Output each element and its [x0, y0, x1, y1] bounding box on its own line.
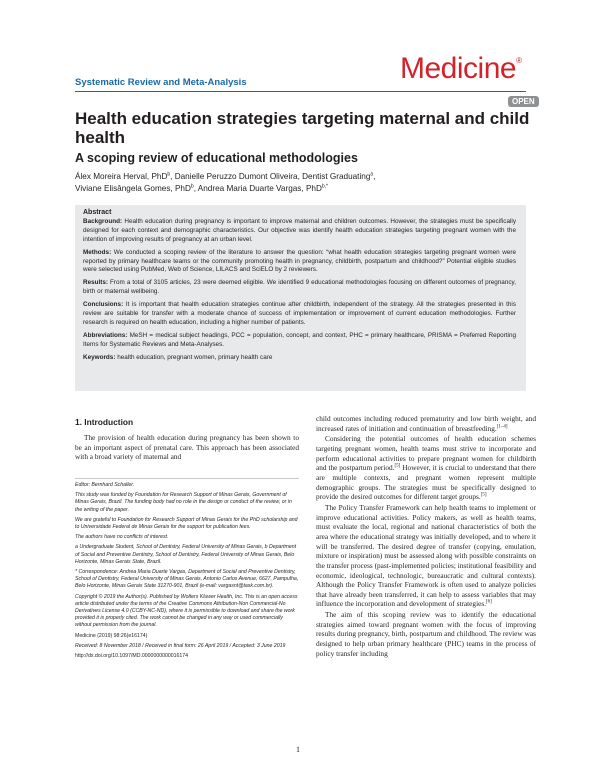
abstract-text: It is important that health education strategies continue after childbirth, independent of the strategy. All the strategies presented in this review are suitable for transfer with a moderate chance of success of implementation or improvement of current education methodologies. Further research is required on health education, including a higher number of patients.: [83, 301, 516, 326]
affiliation-sup: b: [167, 171, 171, 178]
citation-ref[interactable]: [6]: [486, 600, 492, 606]
paragraph: [316, 434, 536, 502]
abstract-label: Abbreviations:: [83, 331, 128, 339]
article-subtitle: A scoping review of educational methodologies: [75, 151, 358, 165]
introduction-heading: 1. Introduction: [75, 417, 134, 427]
abstract-content: [83, 209, 516, 367]
abstract-abbreviations: [83, 332, 516, 350]
footnote-acknowledgment: We are grateful to Foundation for Research Support of Minas Gerais for the PhD scholarship and to Universidade Federal de Minas Gerais for the support for publication fees.: [75, 516, 298, 531]
journal-logo-text: Medicine: [400, 52, 517, 85]
footnote-affiliations: a Undergraduate Student, School of Dentistry, Federal University of Minas Gerais, b Department of Social and Preventive Dentistry, School of Dentistry, Federal University of Minas Gerais, Belo Horizonte, Minas Gerais State, Brazil.: [75, 544, 297, 565]
registered-mark: ®: [516, 56, 522, 65]
abstract-results: [83, 279, 516, 297]
abstract-heading: Abstract: [83, 209, 112, 216]
paragraph-text: child outcomes including reduced prematurity and low birth weight, and increased rates of initiation and continuation of breastfeeding.: [316, 414, 536, 433]
doi-link[interactable]: http://dx.doi.org/10.1097/MD.0000000000016174: [75, 653, 189, 660]
abstract-box: [75, 205, 526, 391]
abstract-text: From a total of 3105 articles, 23 were deemed eligible. We identified 9 educational methodologies focusing on different outcomes of pregnancy, birth or maternal wellbeing.: [83, 279, 516, 296]
abstract-text: We conducted a scoping review of the literature to answer the question: “what health education strategies targeting pregnant women were reported by primary healthcare teams or the community promoting health in pregnancy, childbirth, postpartum and childhood?” Potential eligible studies were selected using PubMed, Web of Science, LILACS and SciELO by 2 reviewers.: [83, 248, 516, 274]
abstract-keywords: [83, 354, 516, 363]
introduction-body: [75, 433, 299, 462]
footnote-funding: This study was funded by Foundation for Research Support of Minas Gerais, Government of Minas Gerais, Brazil. The funding body had no role in the design or conduct of the review, or in the writing of the paper.: [75, 492, 292, 513]
section-label: Systematic Review and Meta-Analysis: [75, 77, 247, 88]
paragraph: [316, 503, 536, 609]
abstract-text: Health education during pregnancy is important to improve maternal and children outcomes. However, the strategies must be specifically designed for each context and demographic characteristics. Our objective was identify health education strategies targeting pregnant women with the intention of improving results of pregnancy at an urban level.: [83, 217, 516, 243]
citation-ref[interactable]: [5]: [480, 492, 487, 498]
author-oliveira: , Danielle Peruzzo Dumont Oliveira, Dentist Graduating: [170, 172, 371, 181]
abstract-conclusions: [83, 301, 516, 328]
open-access-badge: OPEN: [508, 96, 539, 107]
abstract-label: Results:: [83, 279, 109, 287]
abstract-label: Methods:: [83, 248, 112, 256]
paragraph-text: Considering the potential outcomes of health education schemes targeting pregnant women, health teams must strive to incorporate and perform educational activities to prepare pregnant women for childbirth and the postpartum period.: [316, 434, 536, 473]
author-list: Álex Moreira Herval, PhD$^b$, Danielle Peruzzo Dumont Oliveira, Dentist Graduating$^a$, Viviane Elisângela Gomes, PhD$^b$, Andrea Maria Duarte Vargas, PhD$^{b,*}$: [75, 171, 376, 193]
abstract-label: Background:: [83, 217, 123, 225]
right-column: [316, 414, 536, 659]
abstract-label: Conclusions:: [83, 301, 124, 309]
paragraph-text: The Policy Transfer Framework can help health teams to implement or improve educational activities. Policy makers, as well as health teams, must evaluate the local, regional and national characteristics of both the area where the educational strategy was initially developed, and to where it will be transferred. The desired degree of transfer (copying, emulation, mixture or inspiration) must be assessed along with possible constraints on the transfer process (past-implemented policies; institutional feasibility and economic, ideological, technologic, bureaucratic and cultural contexts). Although the Policy Transfer Framework is often used to analyze policies that have already been transferred, it can help to assess variables that may influence the incorporation and development of strategies.: [316, 502, 536, 609]
article-title: Health education strategies targeting maternal and child health: [75, 109, 530, 147]
author-gomes: Viviane Elisângela Gomes, PhD: [75, 184, 191, 193]
paragraph: [316, 414, 536, 433]
footnote-correspondence: * Correspondence: Andrea Maria Duarte Vargas, Department of Social and Preventive Dentistry, School of Dentistry, Federal University of Minas Gerais, Antonio Carlos Avenue, 6627, Pampulha, Belo Horizonte, Minas Gerais State 31270-901, Brazil (e-mail: vargasnt@task.com.br).: [75, 569, 299, 590]
paragraph: The provision of health education during pregnancy has been shown to be an important aspect of prenatal care. This approach has been associated with a broad variety of maternal and: [75, 433, 299, 462]
abstract-text: health education, pregnant women, primary health care: [115, 353, 273, 361]
footnote-citation: Medicine (2019) 98:26(e16174): [75, 632, 148, 639]
citation-ref[interactable]: [1–4]: [496, 424, 508, 430]
paragraph-text: However, it is crucial to understand that there are multiple contexts, and pregnant women represent multiple demographic groups. The strategies must be specifically designed to provide the desired outcomes for different target groups.: [316, 463, 536, 502]
author-herval: Álex Moreira Herval, PhD: [75, 172, 168, 181]
affiliation-sup: b,*: [321, 183, 328, 190]
paragraph: [316, 610, 536, 658]
affiliation-sup: a: [370, 171, 374, 178]
author-vargas: , Andrea Maria Duarte Vargas, PhD: [193, 184, 322, 193]
abstract-text: MeSH = medical subject headings, PCC = population, concept, and context, PHC = primary healthcare, PRISMA = Preferred Reporting Items for Systematic Reviews and Meta-Analyses.: [83, 331, 516, 348]
header-divider: [75, 91, 526, 92]
affiliation-sup: b: [190, 183, 194, 190]
page-number: 1: [296, 745, 300, 754]
citation-ref[interactable]: [5]: [394, 463, 401, 469]
footnote-editor: Editor: Bernhard Schaller.: [75, 482, 135, 488]
footnote-divider: [75, 478, 299, 479]
journal-logo: [400, 52, 521, 86]
footnote-dates: Received: 8 November 2018 / Received in final form: 26 April 2019 / Accepted: 3 June 2019: [75, 642, 286, 649]
abstract-label: Keywords:: [83, 353, 116, 361]
abstract-methods: [83, 249, 516, 276]
footnotes: [75, 482, 299, 663]
footnote-conflicts: The authors have no conflicts of interest.: [75, 534, 169, 541]
paragraph-text: The aim of this scoping review was to identify the educational strategies aimed toward pregnant women with the focus of improving results during pregnancy, birth, postpartum and childhood. The review was designed to help urban primary healthcare (PHC) teams in the process of policy transfer including: [316, 610, 536, 658]
footnote-copyright: Copyright © 2019 the Author(s). Published by Wolters Kluwer Health, Inc. This is an open access article distributed under the terms of the Creative Commons Attribution-Non Commercial-No Derivatives License 4.0 (CCBY-NC-ND), where it is permissible to download and share the work provided it is properly cited. The work cannot be changed in any way or used commercially without permission from the journal.: [75, 593, 298, 629]
abstract-background: [83, 218, 516, 245]
